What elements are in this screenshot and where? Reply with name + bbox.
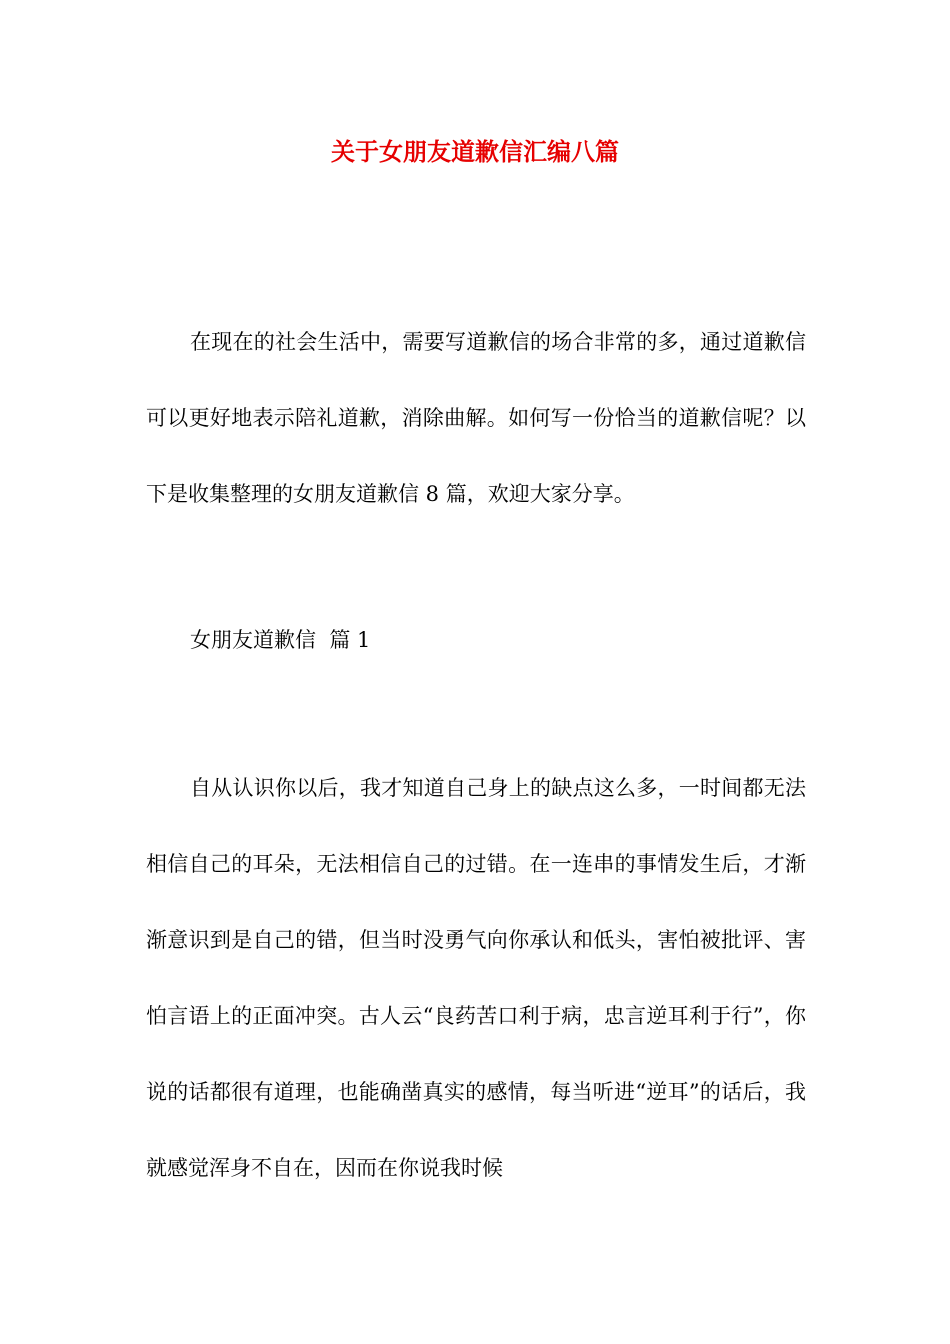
document-title: 关于女朋友道歉信汇编八篇 — [331, 137, 619, 166]
section-paragraph: 自从认识你以后，我才知道自己身上的缺点这么多，一时间都无法相信自己的耳朵，无法相信自己的过错。在一连串的事情发生后，才渐渐意识到是自己的错，但当时没勇气向你承认和低头，害怕被批评、害怕言语上的正面冲突。古人云“良药苦口利于病，忠言逆耳利于行”，你说的话都很有道理，也能确凿真实的感情，每当听进“逆耳”的话后，我就感觉浑身不自在，因而在你说我时候 — [146, 776, 806, 1180]
section-heading: 女朋友道歉信 篇 1 — [190, 628, 371, 652]
intro-paragraph: 在现在的社会生活中，需要写道歉信的场合非常的多，通过道歉信可以更好地表示陪礼道歉，消除曲解。如何写一份恰当的道歉信呢？以下是收集整理的女朋友道歉信 8 篇，欢迎大家分享。 — [146, 330, 806, 506]
